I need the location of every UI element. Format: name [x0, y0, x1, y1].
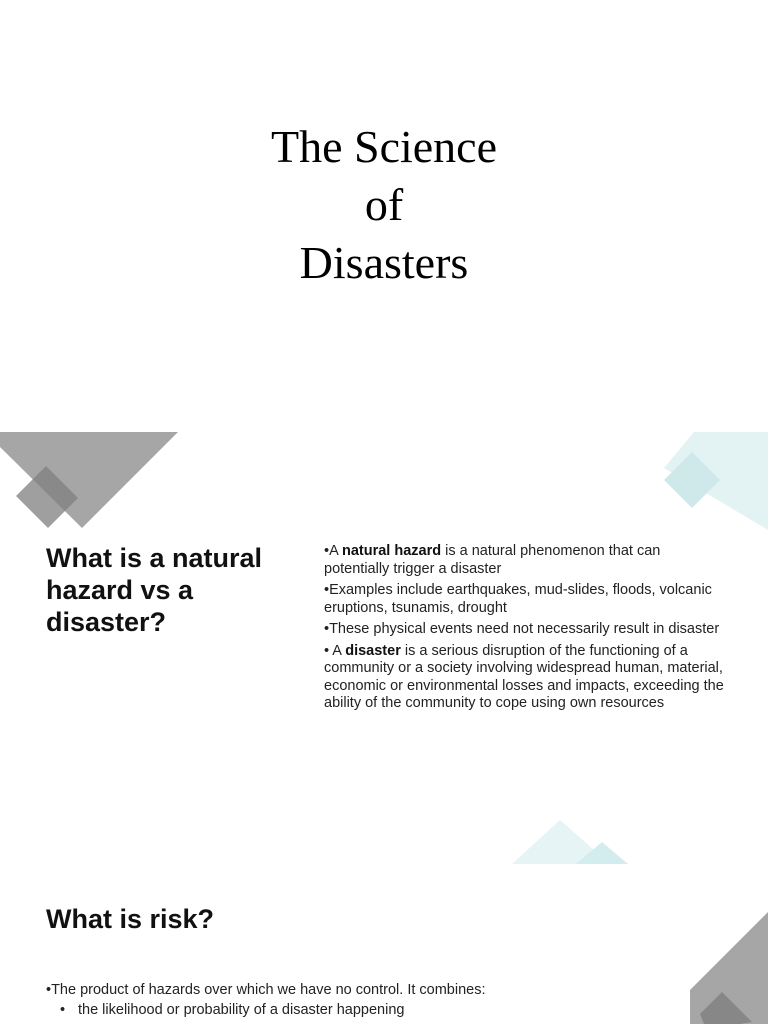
slide-body	[46, 980, 666, 1020]
bullet-examples: •Examples include earthquakes, mud-slides, floods, volcanic eruptions, tsunamis, drought	[324, 582, 712, 616]
bullet-physical-events: •These physical events need not necessarily result in disaster	[324, 621, 720, 637]
title-line-2: of	[364, 179, 404, 230]
slide-natural-hazard	[0, 432, 768, 864]
slide-title	[0, 0, 768, 432]
slide-title-text	[0, 118, 768, 292]
bullet-disaster: • A disaster is a serious disruption of the functioning of a community or a society involving widespread human, material, economic or environmental losses and impacts, exceeding the ability of the community to cope using own resources	[324, 642, 724, 711]
bullet-intro: •The product of hazards over which we have no control. It combines:	[46, 982, 486, 998]
slide-body	[324, 543, 724, 717]
gray-triangle-top-left	[0, 432, 178, 528]
slide-heading: What is a natural hazard vs a disaster?	[46, 543, 263, 637]
bullet-marker: •	[60, 1002, 66, 1018]
sub-bullet-likelihood: • the likelihood or probability of a disaster happening	[60, 1002, 405, 1018]
slide-risk	[0, 864, 768, 1024]
slide-heading: What is risk?	[46, 904, 215, 934]
bullet-natural-hazard: •A natural hazard is a natural phenomenon that can potentially trigger a disaster	[324, 543, 661, 577]
title-line-1: The Science	[270, 121, 498, 172]
title-line-3: Disasters	[299, 237, 469, 288]
